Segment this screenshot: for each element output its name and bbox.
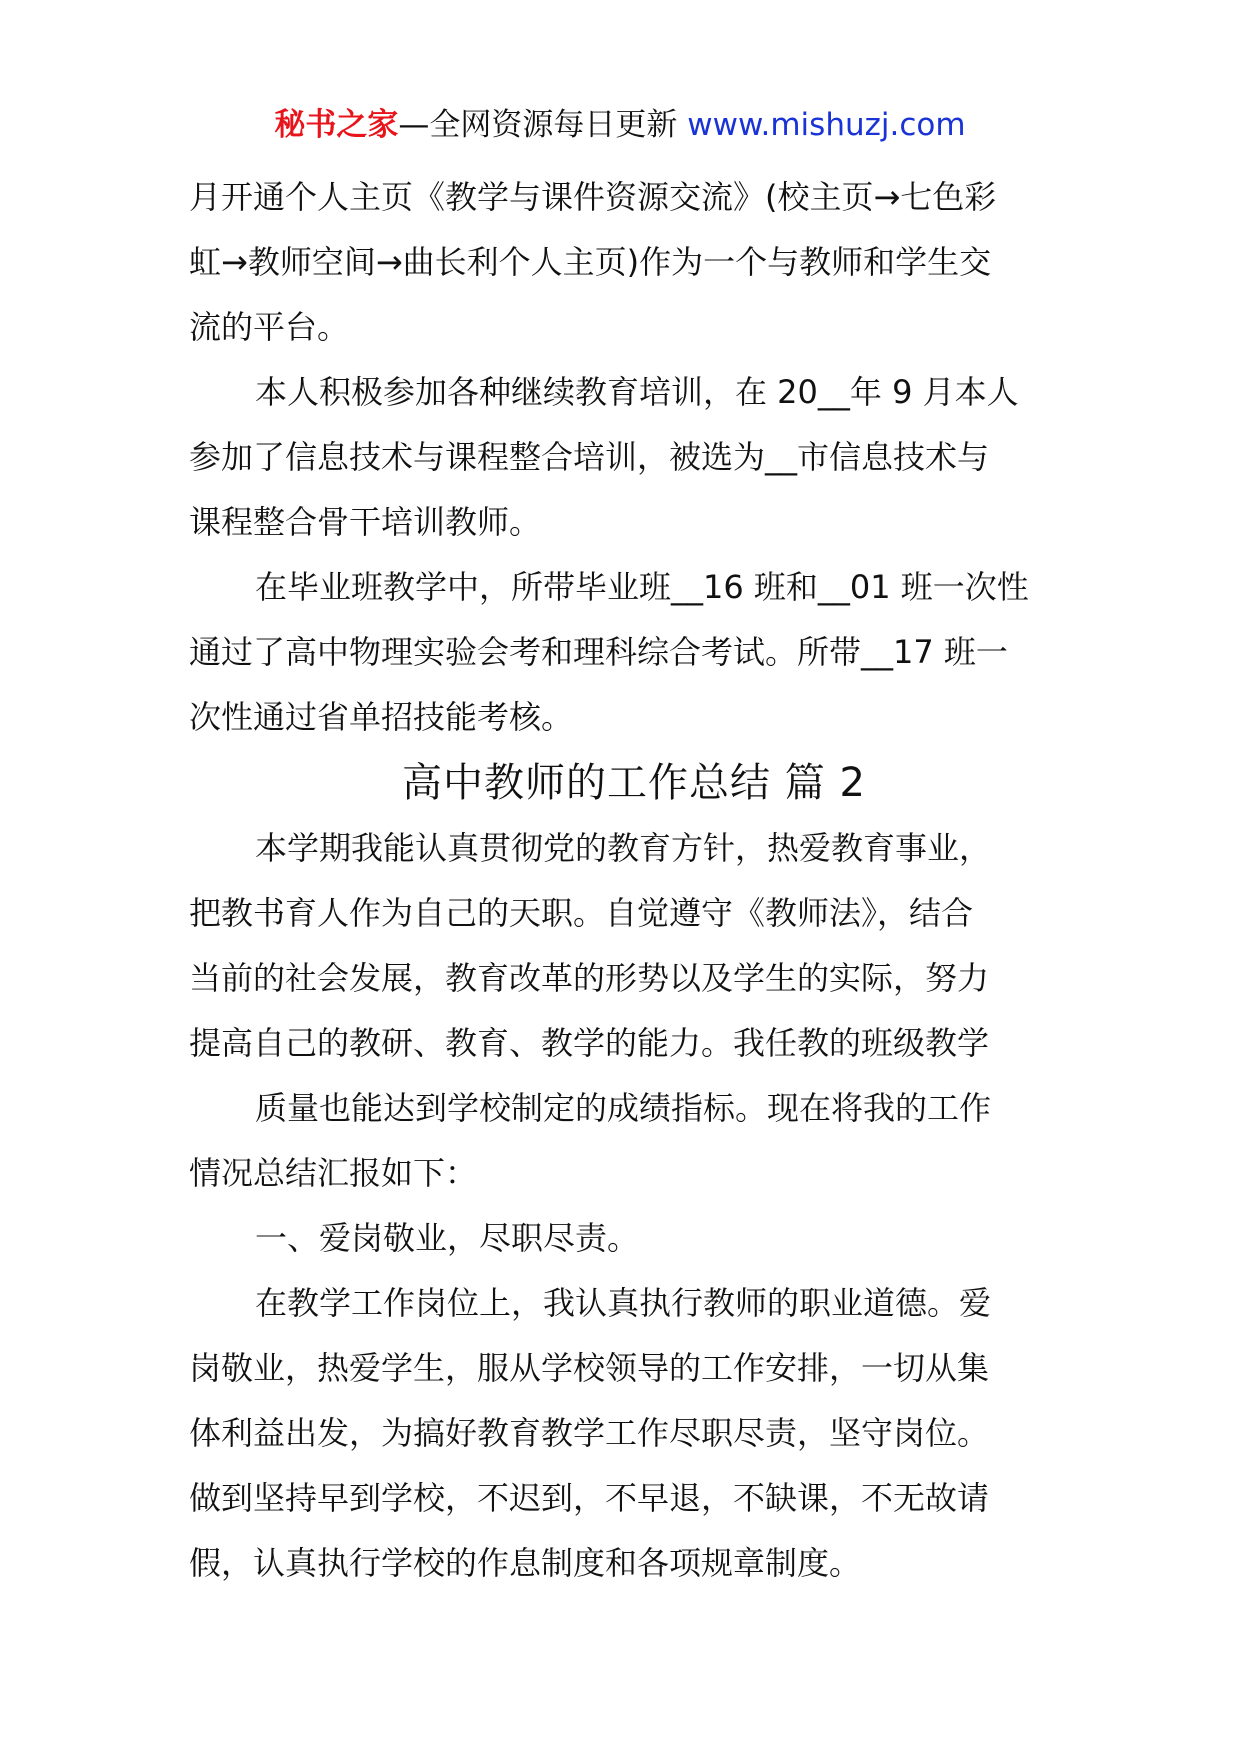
text-line: 假，认真执行学校的作息制度和各项规章制度。 — [189, 1544, 862, 1582]
text-line: 课程整合骨干培训教师。 — [189, 503, 542, 541]
text-line: 质量也能达到学校制定的成绩指标。现在将我的工作 — [255, 1089, 992, 1127]
text-line: 提高自己的教研、教育、教学的能力。我任教的班级教学 — [189, 1024, 990, 1062]
text-line: 体利益出发，为搞好教育教学工作尽职尽责，坚守岗位。 — [189, 1414, 990, 1452]
text-line: 情况总结汇报如下： — [189, 1154, 478, 1192]
text-line: 把教书育人作为自己的天职。自觉遵守《教师法》，结合 — [189, 894, 974, 932]
text-line: 次性通过省单招技能考核。 — [189, 698, 574, 736]
brand-name: 秘书之家 — [274, 107, 399, 143]
document-body — [189, 165, 1089, 1596]
text-line: 做到坚持早到学校，不迟到，不早退，不缺课，不无故请 — [189, 1479, 990, 1517]
text-line: 月开通个人主页《教学与课件资源交流》(校主页→七色彩 — [189, 178, 997, 216]
text-line: 参加了信息技术与课程整合培训，被选为__市信息技术与 — [189, 438, 990, 476]
text-line: 岗敬业，热爱学生，服从学校领导的工作安排，一切从集 — [189, 1349, 990, 1387]
section-heading: 高中教师的工作总结 篇 2 — [402, 760, 866, 806]
text-line: 本学期我能认真贯彻党的教育方针，热爱教育事业， — [255, 829, 992, 867]
header-slogan: —全网资源每日更新 — [398, 107, 678, 143]
text-line: 在毕业班教学中，所带毕业班__16 班和__01 班一次性 — [255, 568, 1029, 606]
site-url-link[interactable]: www.mishuzj.com — [687, 107, 966, 143]
text-line: 在教学工作岗位上，我认真执行教师的职业道德。爱 — [255, 1284, 992, 1322]
text-line: 通过了高中物理实验会考和理科综合考试。所带__17 班一 — [189, 633, 1008, 671]
text-line: 本人积极参加各种继续教育培训，在 20__年 9 月本人 — [255, 373, 1019, 411]
text-line: 当前的社会发展，教育改革的形势以及学生的实际，努力 — [189, 959, 990, 997]
site-header — [0, 103, 1240, 147]
text-line: 虹→教师空间→曲长利个人主页)作为一个与教师和学生交 — [189, 243, 992, 281]
text-line: 流的平台。 — [189, 308, 350, 346]
text-line: 一、爱岗敬业，尽职尽责。 — [255, 1219, 640, 1257]
